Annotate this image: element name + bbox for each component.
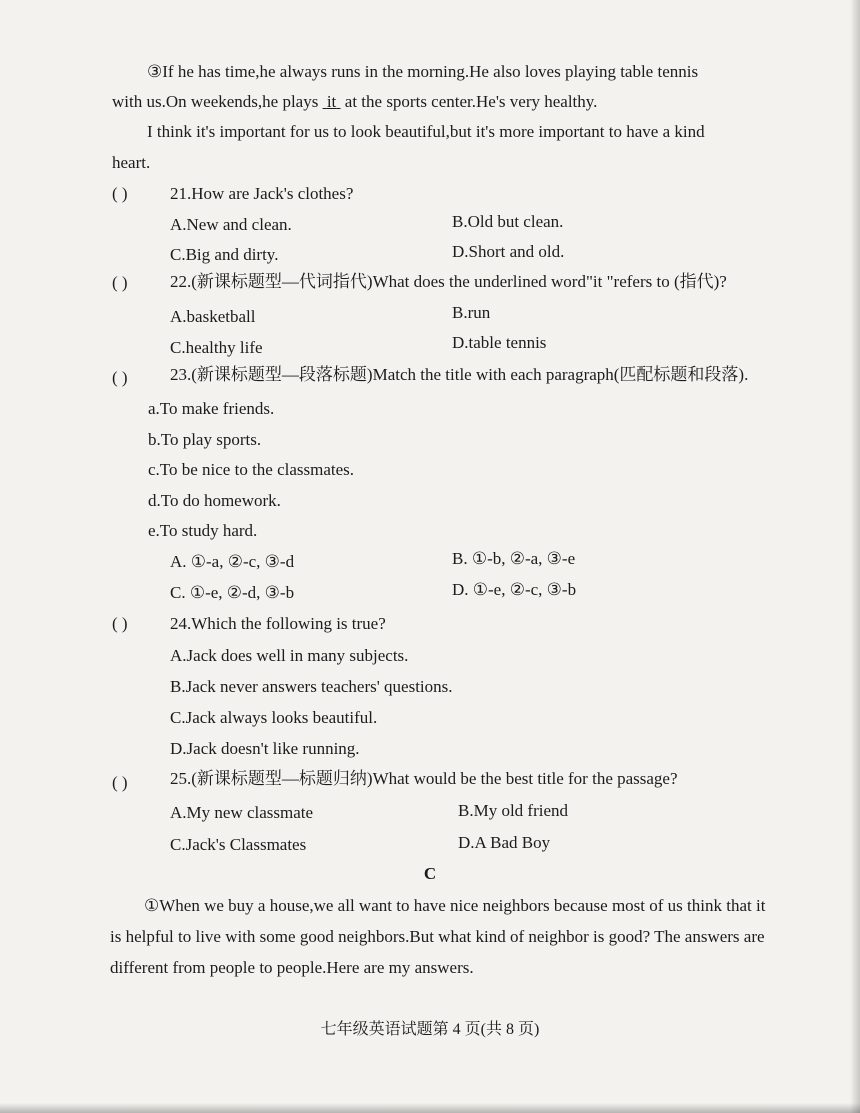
passage-b-p3-line2 bbox=[112, 92, 597, 112]
question-24-option-c: C.Jack always looks beautiful. bbox=[170, 708, 378, 727]
question-23-option-b: B. ①-b, ②-a, ③-e bbox=[452, 549, 576, 568]
question-23-option-d: D. ①-e, ②-c, ③-b bbox=[452, 580, 577, 599]
question-25-option-a: A.My new classmate bbox=[170, 803, 314, 822]
scan-shadow-right bbox=[850, 0, 860, 1113]
question-25-option-c: C.Jack's Classmates bbox=[170, 835, 307, 854]
passage-b-p3-before: with us.On weekends,he plays bbox=[112, 92, 319, 111]
answer-blank-23[interactable]: ( ) bbox=[112, 368, 128, 387]
passage-b-p4-line1: I think it's important for us to look beautiful,but it's more important to have a kind bbox=[147, 122, 705, 141]
question-21-stem: 21.How are Jack's clothes? bbox=[170, 184, 354, 203]
question-24-option-d: D.Jack doesn't like running. bbox=[170, 739, 360, 758]
question-21-option-d: D.Short and old. bbox=[452, 242, 565, 261]
question-23-item-c: c.To be nice to the classmates. bbox=[148, 460, 355, 479]
page-footer: 七年级英语试题第 4 页(共 8 页) bbox=[320, 1021, 540, 1038]
question-23-item-b: b.To play sports. bbox=[148, 430, 262, 449]
question-21-option-b: B.Old but clean. bbox=[452, 212, 564, 231]
question-22-option-d: D.table tennis bbox=[452, 333, 547, 352]
question-22-option-b: B.run bbox=[452, 303, 491, 322]
passage-b-p3-after: at the sports center.He's very healthy. bbox=[344, 92, 598, 111]
question-23-option-c: C. ①-e, ②-d, ③-b bbox=[170, 583, 295, 602]
question-23-item-a: a.To make friends. bbox=[148, 399, 275, 418]
question-21-option-a: A.New and clean. bbox=[170, 215, 292, 234]
question-24-option-a: A.Jack does well in many subjects. bbox=[170, 646, 409, 665]
passage-b-p3-line1: ③If he has time,he always runs in the morning.He also loves playing table tennis bbox=[147, 62, 699, 81]
answer-blank-22[interactable]: ( ) bbox=[112, 273, 128, 292]
question-23-item-e: e.To study hard. bbox=[148, 521, 258, 540]
question-25-stem: 25.(新课标题型—标题归纳)What would be the best title for the passage? bbox=[170, 769, 678, 788]
question-24-stem: 24.Which the following is true? bbox=[170, 614, 386, 633]
question-22-option-a: A.basketball bbox=[170, 307, 256, 326]
passage-b-p4-line2: heart. bbox=[112, 153, 151, 172]
question-22-stem: 22.(新课标题型—代词指代)What does the underlined word"it "refers to (指代)? bbox=[170, 272, 727, 291]
question-25-option-b: B.My old friend bbox=[458, 801, 569, 820]
answer-blank-24[interactable]: ( ) bbox=[112, 614, 128, 633]
question-23-item-d: d.To do homework. bbox=[148, 491, 281, 510]
section-c-heading: C bbox=[423, 864, 437, 883]
question-22-option-c: C.healthy life bbox=[170, 338, 263, 357]
question-23-stem: 23.(新课标题型—段落标题)Match the title with each paragraph(匹配标题和段落). bbox=[170, 365, 749, 384]
question-23-option-a: A. ①-a, ②-c, ③-d bbox=[170, 552, 295, 571]
answer-blank-25[interactable]: ( ) bbox=[112, 773, 128, 792]
scan-shadow-bottom bbox=[0, 1103, 860, 1113]
question-21-option-c: C.Big and dirty. bbox=[170, 245, 279, 264]
underlined-word-it: it bbox=[326, 92, 337, 111]
section-c-paragraph-1: ①When we buy a house,we all want to have nice neighbors because most of us think that it is helpful to live with some good neighbors.But what kind of neighbor is good? The answers are different from people to people.Here are my answers. bbox=[110, 896, 766, 977]
question-25-option-d: D.A Bad Boy bbox=[458, 833, 551, 852]
question-24-option-b: B.Jack never answers teachers' questions. bbox=[170, 677, 453, 696]
answer-blank-21[interactable]: ( ) bbox=[112, 184, 128, 203]
